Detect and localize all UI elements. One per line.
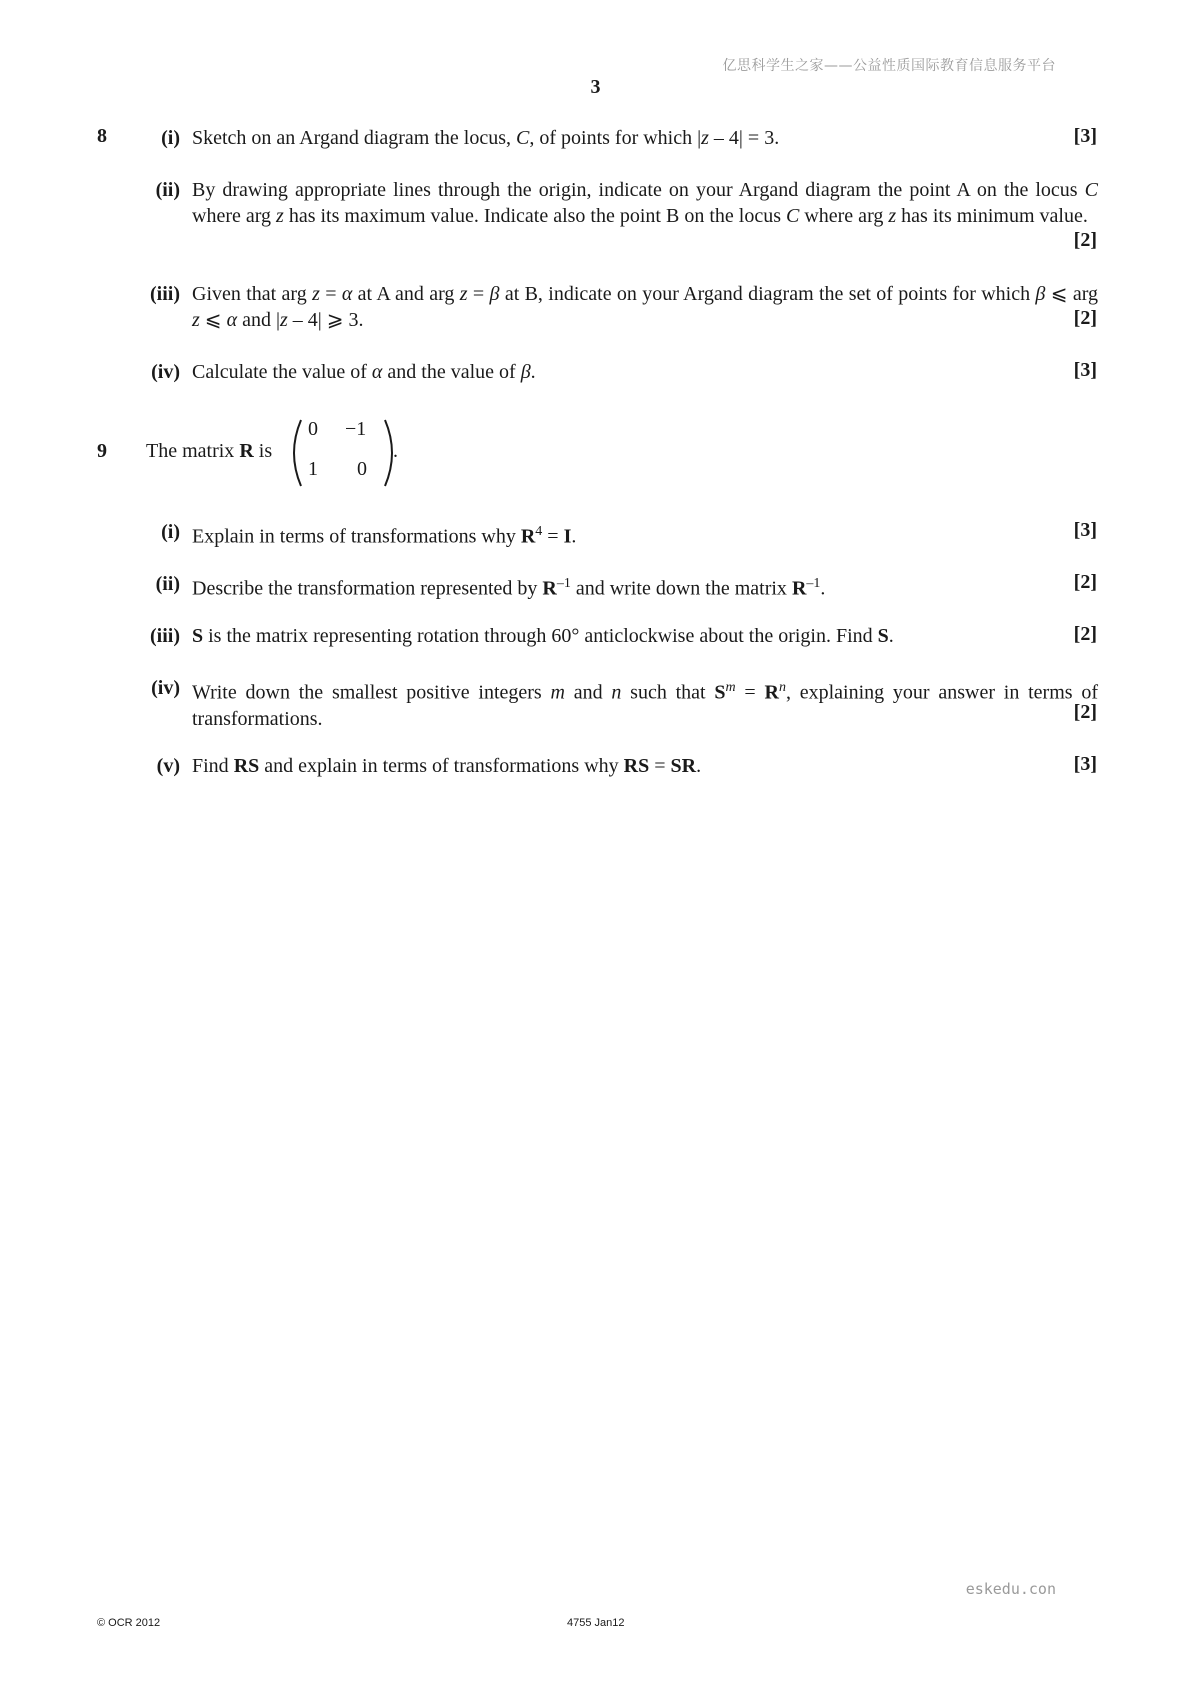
part-label: (iv)	[151, 677, 180, 699]
question-9-number: 9	[97, 440, 107, 462]
part-text: Given that arg z = α at A and arg z = β at B, indicate on your Argand diagram the set of points for which β ⩽ arg z ⩽ α and |z – 4| ⩾ 3.	[192, 283, 1099, 331]
mark: [3]	[1073, 359, 1097, 381]
matrix-period: .	[393, 440, 398, 462]
mark: [3]	[1073, 753, 1097, 775]
q8-part-ii	[130, 177, 1098, 255]
watermark-bottom: eskedu.con	[965, 1580, 1056, 1598]
part-label: (ii)	[155, 573, 180, 595]
part-text: By drawing appropriate lines through the origin, indicate on your Argand diagram the point A on the locus C where arg z has its maximum value. Indicate also the point B on the locus C where arg z has its minimum value.	[192, 179, 1098, 227]
mark: [2]	[1073, 701, 1097, 723]
part-label: (iii)	[150, 283, 180, 305]
part-text: Sketch on an Argand diagram the locus, C, of points for which |z – 4| = 3.	[192, 127, 780, 149]
part-label: (i)	[161, 127, 180, 149]
mark: [2]	[1073, 307, 1097, 329]
part-label: (iv)	[151, 361, 180, 383]
watermark-top: 亿思科学生之家——公益性质国际教育信息服务平台	[722, 58, 1056, 74]
matrix-brackets	[289, 418, 397, 488]
part-text: Calculate the value of α and the value of β.	[192, 361, 536, 383]
part-label: (iii)	[150, 625, 180, 647]
part-label: (ii)	[155, 179, 180, 201]
matrix-r	[289, 418, 397, 488]
mark: [2]	[1073, 571, 1097, 593]
part-text: Write down the smallest positive integers m and n such that $S^m = R^n$, explaining your answer in terms of transformations.	[192, 680, 1098, 730]
mark: [2]	[1073, 623, 1097, 645]
part-label: (v)	[156, 755, 180, 777]
part-label: (i)	[161, 521, 180, 543]
mark: [2]	[1073, 229, 1097, 251]
matrix-cell: 0	[357, 458, 367, 480]
matrix-cell: 0	[308, 418, 318, 440]
matrix-cell: 1	[308, 458, 318, 480]
question-8-number: 8	[97, 125, 107, 147]
question-9-lead: The matrix R is	[146, 440, 273, 462]
part-text: Explain in terms of transformations why $R^4 = I$.	[192, 524, 577, 548]
footer-code: 4755 Jan12	[567, 1617, 625, 1629]
matrix-cell: −1	[345, 418, 367, 440]
part-text: Describe the transformation represented by $R^{-1}$ and write down the matrix $R^{-1}$.	[192, 576, 826, 600]
part-text: Find RS and explain in terms of transformations why RS = SR.	[192, 755, 702, 777]
footer-copyright: © OCR 2012	[97, 1617, 161, 1629]
part-text: S is the matrix representing rotation through 60° anticlockwise about the origin. Find S.	[192, 625, 894, 647]
mark: [3]	[1073, 125, 1097, 147]
page-number: 3	[590, 76, 601, 98]
mark: [3]	[1073, 519, 1097, 541]
